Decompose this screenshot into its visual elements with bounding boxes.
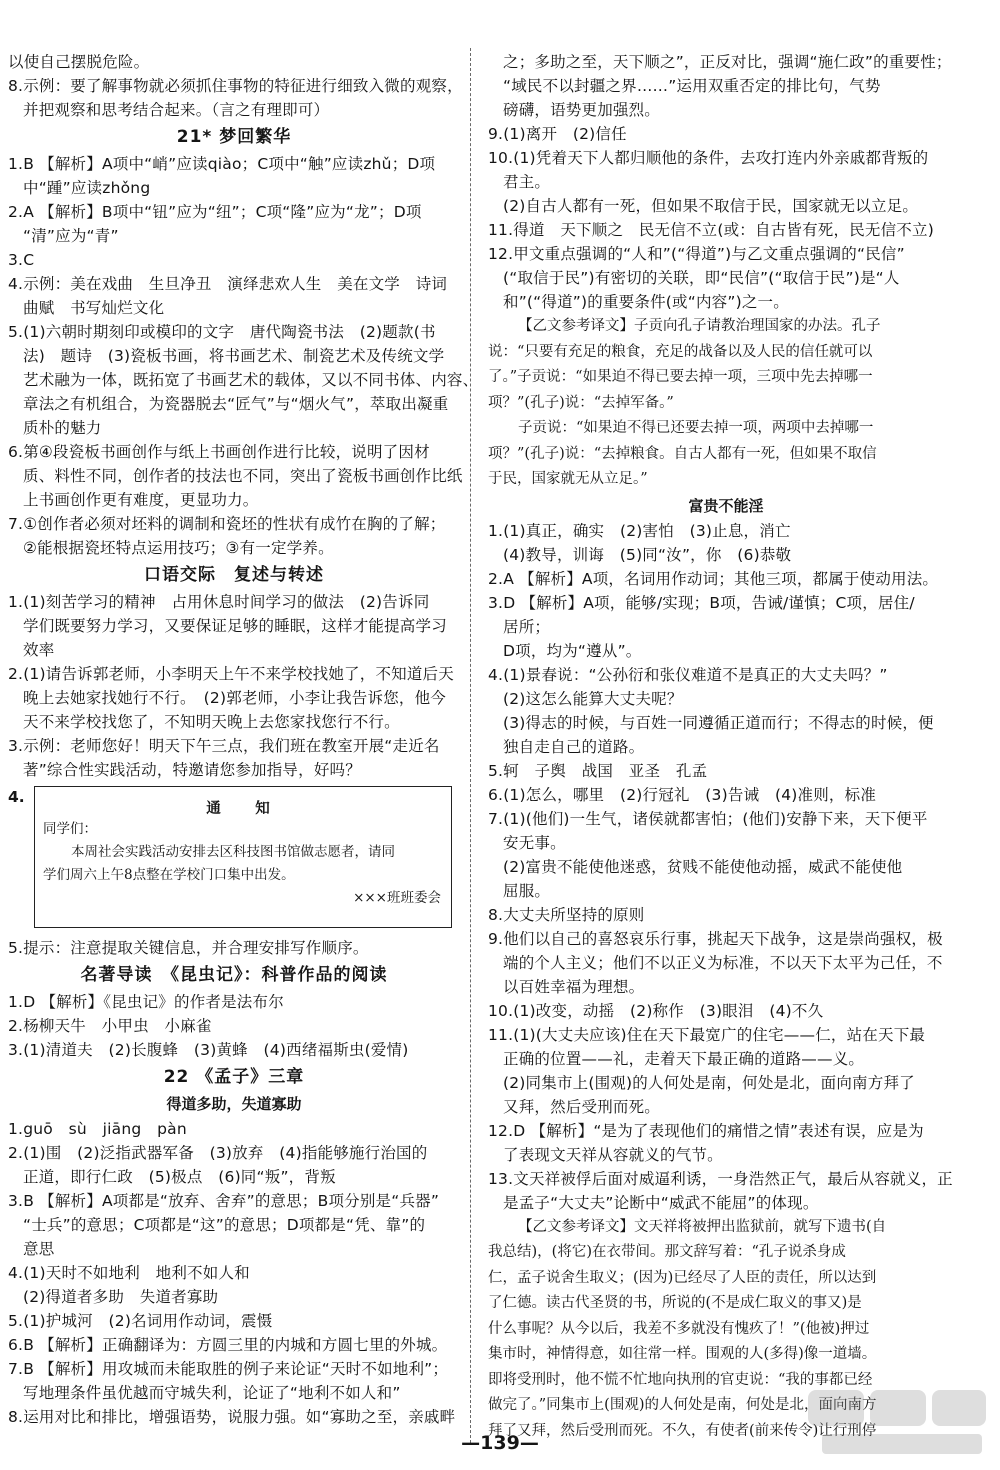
answer-line: 12.D 【解析】“是为了表现他们的痛惜之情”表述有误，应是为 (488, 1121, 924, 1140)
sub-section-title: 富贵不能淫 (688, 496, 764, 515)
answer-line: 屈服。 (503, 881, 551, 900)
left-lines-group-2 (8, 936, 460, 1429)
answer-line: 6.B 【解析】正确翻译为：方圆三里的内城和方圆七里的外城。 (8, 1336, 448, 1354)
answer-line: 4.(1)景春说：“公孙衍和张仪难道不是真正的大丈夫吗？” (488, 665, 888, 684)
translation-line: 集市时，神情得意，如往常一样。围观的人(多得)像一道墙。 (488, 1346, 877, 1362)
translation-line: 了。”子贡说：“如果迫不得已要去掉一项，三项中先去掉哪一 (488, 369, 873, 385)
answer-line: 了表现文天祥从容就义的气节。 (503, 1145, 723, 1164)
section-title: 口语交际 复述与转述 (144, 565, 324, 585)
answer-line: 君主。 (503, 173, 551, 191)
answer-line: 意思 (23, 1240, 55, 1258)
answer-line: 著”综合性实践活动，特邀请您参加指导，好吗？ (23, 761, 361, 779)
answer-line: (“取信于民”)有密切的关联，即“民信”(“取信于民”)是“人 (503, 269, 900, 287)
section-title: 名著导读 《昆虫记》：科普作品的阅读 (80, 965, 388, 985)
answer-line: 5.(1)护城河 (2)名词用作动词，震慑 (8, 1312, 273, 1330)
translation-block-1 (488, 314, 964, 493)
column-divider (470, 48, 471, 1443)
answer-line: (2)同集市上(围观)的人何处是南，何处是北，面向南方拜了 (503, 1073, 915, 1092)
left-lines-group (8, 50, 479, 782)
answer-line: 中“踵”应读zhǒng (23, 179, 151, 197)
translation-line: 我总结)，(将它)在衣带间。那文辞写着：“孔子说杀身成 (488, 1244, 846, 1260)
answer-line: (4)教导，训诲 (5)同“汝”，你 (6)恭敬 (503, 545, 792, 564)
answer-line: 5.(1)六朝时期刻印或模印的文字 唐代陶瓷书法 (2)题款(书 (8, 323, 436, 341)
translation-line: 了仁德。读古代圣贤的书，所说的(不是成仁取义的事又)是 (488, 1295, 862, 1311)
answer-line: 13.文天祥被俘后面对威逼利诱，一身浩然正气，最后从容就义，正 (488, 1169, 953, 1188)
answer-line: 以百姓幸福为理想。 (503, 977, 645, 996)
answer-line: 11.(1)(大丈夫应该)住在天下最宽广的住宅——仁，站在天下最 (488, 1025, 926, 1044)
answer-line: 3.(1)清道夫 (2)长腹蜂 (3)黄蜂 (4)西绪福斯虫(爱情) (8, 1041, 409, 1059)
answer-line: 之；多助之至，天下顺之”，正反对比，强调“施仁政”的重要性； (503, 53, 952, 71)
answer-line: “清”应为“青” (23, 227, 119, 245)
answer-line: 6.第④段瓷板书画创作与纸上书画创作进行比较，说明了因材 (8, 443, 430, 461)
translation-line: 【乙文参考译文】文天祥将被押出监狱前，就写下遗书(自 (518, 1218, 887, 1235)
sub-section-title: 得道多助，失道寡助 (166, 1095, 302, 1113)
answer-line: “域民不以封疆之界……”运用双重否定的排比句，气势 (503, 77, 881, 95)
answer-line: (2)得道者多助 失道者寡助 (23, 1288, 219, 1306)
left-column (8, 50, 479, 1429)
answer-line: 6.(1)怎么，哪里 (2)行冠礼 (3)告诫 (4)准则，标准 (488, 785, 877, 804)
translation-line: 说：“只要有充足的粮食，充足的战备以及人民的信任就可以 (488, 343, 873, 360)
answer-line: (3)得志的时候，与百姓一同遵循正道而行；不得志的时候，便 (503, 713, 934, 732)
notice-question-number: 4. (8, 788, 25, 806)
answer-line: 法) 题诗 (3)瓷板书画，将书画艺术、制瓷艺术及传统文学 (23, 347, 445, 365)
answer-line: 11.得道 天下顺之 民无信不立(或：自古皆有死，民无信不立) (488, 221, 934, 239)
answer-line: 2.A 【解析】A项，名词用作动词；其他三项，都属于使动用法。 (488, 569, 939, 588)
answer-line: 8.大丈夫所坚持的原则 (488, 905, 645, 924)
answer-line: 写地理条件虽优越而守城失利，论证了“地利不如人和” (23, 1384, 401, 1402)
answer-line: (2)这怎么能算大丈夫呢？ (503, 689, 683, 708)
right-lines-group (488, 50, 964, 314)
translation-line: 子贡说：“如果迫不得已还要去掉一项，两项中去掉哪一 (518, 420, 874, 436)
answer-line: 正道，即行仁政 (5)极点 (6)同“叛”，背叛 (23, 1168, 336, 1186)
answer-line: 4.示例：美在戏曲 生旦净丑 演绎悲欢人生 美在文学 诗词 (8, 275, 448, 293)
translation-line: 仁，孟子说舍生取义；(因为)已经尽了人臣的责任，所以达到 (488, 1269, 877, 1286)
translation-line: 于民，国家就无从立足。” (488, 471, 648, 487)
answer-line: 是孟子“大丈夫”论断中“威武不能屈”的体现。 (503, 1193, 819, 1212)
answer-line: 1.B 【解析】A项中“峭”应读qiào；C项中“触”应读zhǔ；D项 (8, 155, 436, 173)
answer-line: 居所； (503, 617, 551, 636)
notice-box (34, 786, 452, 928)
answer-line: 12.甲文重点强调的“人和”(“得道”)与乙文重点强调的“民信” (488, 245, 905, 263)
answer-line: 3.D 【解析】A项，能够/实现；B项，告诫/谨慎；C项，居住/ (488, 593, 915, 612)
page-number: —139— (461, 1432, 539, 1454)
translation-line: 即将受刑时，他不慌不忙地向执刑的官吏说：“我的事都已经 (488, 1371, 873, 1388)
answer-line: 1.(1)真正，确实 (2)害怕 (3)止息，消亡 (488, 521, 791, 540)
answer-line: 艺术融为一体，既拓宽了书画艺术的载体，又以不同书体、内容、 (23, 371, 479, 389)
answer-line: 9.他们以自己的喜怒哀乐行事，挑起天下战争，这是崇尚强权，极 (488, 929, 943, 948)
answer-line: 9.(1)离开 (2)信任 (488, 125, 627, 143)
answer-line: 端的个人主义；他们不以正义为标准，不以天下太平为己任，不 (503, 953, 943, 972)
notice-body-line-1: 本周社会实践活动安排去区科技图书馆做志愿者，请同 (71, 844, 395, 860)
answer-line: 独自走自己的道路。 (503, 737, 645, 756)
notice-title: 通 知 (206, 800, 280, 817)
answer-line: 1.D 【解析】《昆虫记》的作者是法布尔 (8, 993, 284, 1011)
translation-line: 做完了。”同集市上(围观)的人何处是南，何处是北，面向南方 (488, 1397, 877, 1413)
answer-line: 4.(1)天时不如地利 地利不如人和 (8, 1264, 250, 1282)
answer-line: 又拜，然后受刑而死。 (503, 1097, 661, 1116)
answer-line: 质、料性不同，创作者的技法也不同，突出了瓷板书画创作比纸 (23, 467, 463, 485)
notice-body-line-2: 学们周六上午8点整在学校门口集中出发。 (43, 867, 295, 883)
answer-line: (2)自古人都有一死，但如果不取信于民，国家就无以立足。 (503, 197, 919, 215)
answer-line: 以使自己摆脱危险。 (8, 53, 150, 71)
notice-answer (8, 786, 460, 936)
translation-line: 拜了又拜，然后受刑而死。不久，有使者(前来传令)让行刑停 (488, 1422, 877, 1439)
answer-line: 效率 (23, 641, 55, 659)
answer-line: 10.(1)凭着天下人都归顺他的条件，去攻打连内外亲戚都背叛的 (488, 149, 929, 167)
right-lines-group-2 (488, 494, 964, 1215)
answer-line: 曲赋 书写灿烂文化 (23, 299, 165, 317)
answer-line: 8.示例：要了解事物就必须抓住事物的特征进行细致入微的观察， (8, 77, 463, 95)
answer-line: D项，均为“遵从”。 (503, 641, 642, 660)
answer-line: (2)富贵不能使他迷惑，贫贱不能使他动摇，威武不能使他 (503, 857, 903, 876)
answer-line: 5.提示：注意提取关键信息，并合理安排写作顺序。 (8, 939, 369, 957)
answer-line: 5.轲 子舆 战国 亚圣 孔孟 (488, 761, 708, 780)
translation-line: 项？”(孔子)说：“去掉粮食。自古人都有一死，但如果不取信 (488, 445, 877, 462)
answer-line: 和”(“得道”)的重要条件(或“内容”)之一。 (503, 293, 789, 311)
translation-line: 什么事呢？从今以后，我差不多就没有愧疚了！”(他被)押过 (488, 1320, 870, 1337)
answer-line: 2.(1)围 (2)泛指武器军备 (3)放弃 (4)指能够施行治国的 (8, 1144, 428, 1162)
answer-line: 7.B 【解析】用攻城而未能取胜的例子来论证“天时不如地利”； (8, 1360, 449, 1378)
notice-signature: ×××班班委会 (353, 890, 441, 906)
answer-line: 3.B 【解析】A项都是“放弃、舍弃”的意思；B项分别是“兵器” (8, 1192, 440, 1210)
answer-line: 7.①创作者必须对坯料的调制和瓷坯的性状有成竹在胸的了解； (8, 515, 446, 533)
answer-line: 安无事。 (503, 833, 566, 852)
answer-line: 学们既要努力学习，又要保证足够的睡眠，这样才能提高学习 (23, 617, 447, 635)
answer-line: 质朴的魅力 (23, 419, 102, 437)
answer-line: 上书画创作更有难度，更显功力。 (23, 491, 259, 509)
answer-line: 2.(1)请告诉郭老师，小李明天上午不来学校找她了，不知道后天 (8, 665, 454, 683)
answer-line: 磅礴，语势更加强烈。 (503, 101, 661, 119)
answer-line: “士兵”的意思；C项都是“这”的意思；D项都是“凭、靠”的 (23, 1216, 426, 1234)
answer-line: 正确的位置——礼，走着天下最正确的道路——义。 (503, 1049, 865, 1068)
translation-line: 项？”(孔子)说：“去掉军备。” (488, 394, 674, 411)
answer-line: 7.(1)(他们)一生气，诸侯就都害怕；(他们)安静下来，天下便平 (488, 809, 928, 828)
answer-line: 天不来学校找您了，不知明天晚上去您家找您行不行。 (23, 713, 400, 731)
answer-line: 10.(1)改变，动摇 (2)称作 (3)眼泪 (4)不久 (488, 1001, 824, 1020)
section-title: 21* 梦回繁华 (176, 127, 292, 147)
answer-line: 1.guō sù jiāng pàn (8, 1120, 187, 1138)
section-title: 22 《孟子》三章 (163, 1067, 305, 1087)
answer-line: 2.杨柳天牛 小甲虫 小麻雀 (8, 1017, 212, 1035)
answer-line: 并把观察和思考结合起来。（言之有理即可） (23, 101, 330, 119)
answer-line: 章法之有机组合，为瓷器脱去“匠气”与“烟火气”，萃取出凝重 (23, 395, 449, 413)
answer-line: ②能根据瓷坯特点运用技巧；③有一定学养。 (23, 539, 334, 557)
answer-line: 3.C (8, 251, 35, 269)
answer-line: 3.示例：老师您好！明天下午三点，我们班在教室开展“走近名 (8, 737, 440, 755)
translation-line: 【乙文参考译文】子贡向孔子请教治理国家的办法。孔子 (518, 318, 881, 334)
notice-greeting: 同学们： (43, 821, 97, 837)
answer-line: 晚上去她家找她行不行。 (2)郭老师，小李让我告诉您，他今 (23, 689, 447, 707)
answer-line: 2.A 【解析】B项中“钮”应为“纽”；C项“隆”应为“龙”；D项 (8, 203, 422, 221)
right-column (488, 50, 964, 1444)
watermark-logo (802, 1384, 992, 1458)
answer-line: 8.运用对比和排比，增强语势，说服力强。如“寡助之至，亲戚畔 (8, 1408, 456, 1426)
answer-line: 1.(1)刻苦学习的精神 占用休息时间学习的做法 (2)告诉同 (8, 593, 430, 611)
